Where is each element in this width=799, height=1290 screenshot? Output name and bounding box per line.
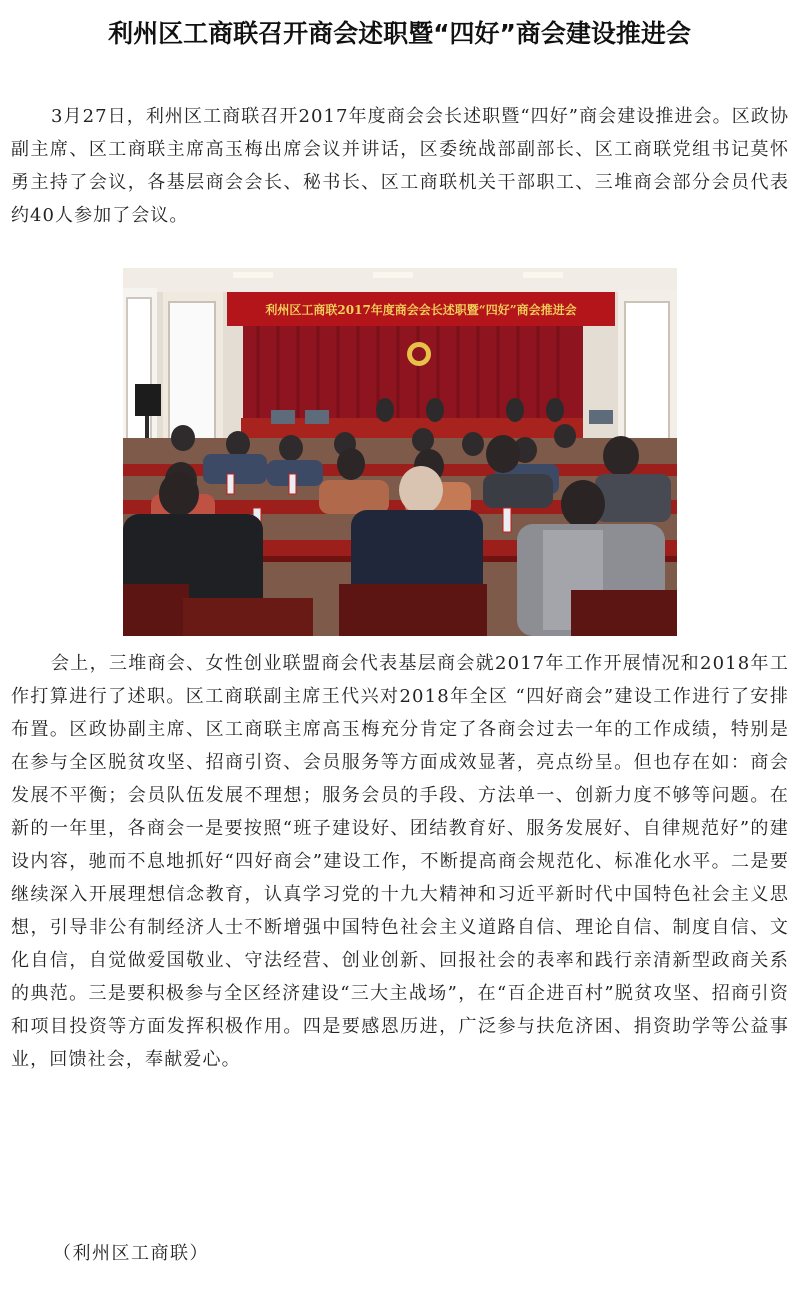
article-title: 利州区工商联召开商会述职暨“四好”商会建设推进会 [108,19,691,48]
meeting-photo [123,268,677,636]
article-source: （利州区工商联） [53,1243,209,1264]
banner-text: 利州区工商联2017年度商会会长述职暨“四好”商会推进会 [265,303,577,317]
article-paragraph-2: 会上，三堆商会、女性创业联盟商会代表基层商会就2017年工作开展情况和2018年工作打算进行了述职。区工商联副主席王代兴对2018年全区 “四好商会”建设工作进行了安排布置。区政协副主席、区工商联主席高玉梅充分肯定了各商会过去一年的工作成绩，特别是在参与全区脱贫攻坚、招商引资、会员服务等方面成效显著，亮点纷呈。但也存在如：商会发展不平衡；会员队伍发展不理想；服务会员的手段、方法单一、创新力度不够等问题。在新的一年里，各商会一是要按照“班子建设好、团结教育好、服务发展好、自律规范好”的建设内容，驰而不息地抓好“四好商会”建设工作，不断提高商会规范化、标准化水平。二是要继续深入开展理想信念教育，认真学习党的十九大精神和习近平新时代中国特色社会主义思想，引导非公有制经济人士不断增强中国特色社会主义道路自信、理论自信、制度自信、文化自信，自觉做爱国敬业、守法经营、创业创新、回报社会的表率和践行亲清新型政商关系的典范。三是要积极参与全区经济建设“三大主战场”，在“百企进百村”脱贫攻坚、招商引资和项目投资等方面发挥积极作用。四是要感恩历进，广泛参与扶危济困、捐资助学等公益事业，回馈社会，奉献爱心。 [11,653,789,1070]
article-paragraph-1: 3月27日，利州区工商联召开2017年度商会会长述职暨“四好”商会建设推进会。区政协副主席、区工商联主席高玉梅出席会议并讲话，区委统战部副部长、区工商联党组书记莫怀勇主持了会议，各基层商会会长、秘书长、区工商联机关干部职工、三堆商会部分会员代表约40人参加了会议。 [11,106,789,226]
